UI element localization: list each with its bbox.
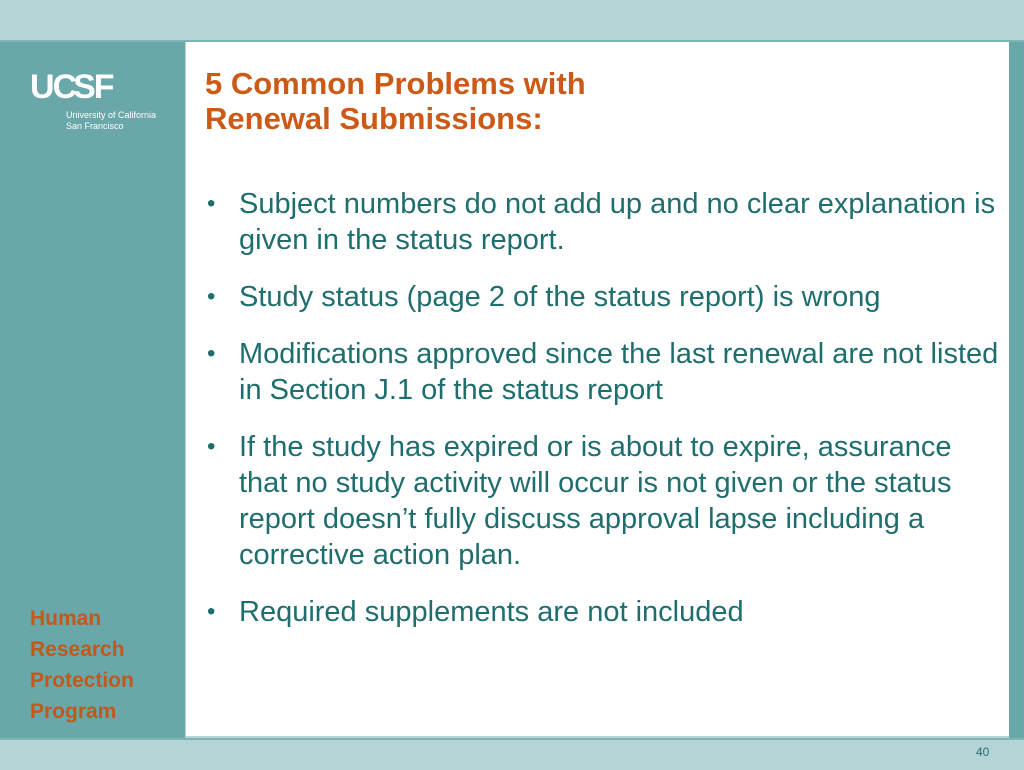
bullet-item bbox=[205, 594, 1000, 630]
logo-line-university: University of California bbox=[66, 110, 157, 120]
title-line: Renewal Submissions: bbox=[205, 101, 543, 136]
bullet-dot: • bbox=[207, 283, 216, 310]
bullet-item bbox=[205, 279, 1000, 315]
logo-mark-sf: SF bbox=[73, 68, 113, 106]
program-line: Protection bbox=[30, 669, 134, 692]
top-band bbox=[0, 0, 1024, 42]
bullet-item bbox=[205, 336, 1000, 408]
bullet-text: Required supplements are not included bbox=[239, 596, 744, 628]
program-line: Research bbox=[30, 638, 125, 661]
bullet-item bbox=[205, 429, 1000, 573]
right-edge-strip bbox=[1009, 42, 1024, 738]
title-line: 5 Common Problems with bbox=[205, 66, 586, 101]
bullet-text: Subject numbers do not add up and no clear explanation is given in the status report. bbox=[239, 188, 996, 256]
program-line: Program bbox=[30, 700, 117, 723]
page-number: 40 bbox=[976, 745, 990, 759]
bullet-item bbox=[205, 186, 1000, 258]
bottom-band bbox=[0, 738, 1024, 770]
slide-title bbox=[205, 66, 905, 136]
bullet-text: If the study has expired or is about to expire, assurance that no study activity will occur is not given or the status report doesn’t fully discuss approval lapse including a corrective action plan. bbox=[239, 431, 952, 571]
bullet-dot: • bbox=[207, 190, 216, 217]
logo-line-city: San Francisco bbox=[66, 121, 124, 131]
logo-mark-uc: UC bbox=[30, 68, 76, 106]
logo-mark bbox=[30, 70, 115, 104]
bullet-text: Study status (page 2 of the status report) is wrong bbox=[239, 281, 881, 313]
bullet-dot: • bbox=[207, 598, 216, 625]
program-name bbox=[30, 603, 180, 727]
ucsf-logo bbox=[30, 70, 170, 140]
bullet-dot: • bbox=[207, 340, 216, 367]
program-line: Human bbox=[30, 607, 102, 630]
bullet-list bbox=[205, 186, 1000, 651]
logo-subtitle bbox=[66, 110, 156, 132]
bullet-text: Modifications approved since the last renewal are not listed in Section J.1 of the status report bbox=[239, 338, 999, 406]
bullet-dot: • bbox=[207, 433, 216, 460]
